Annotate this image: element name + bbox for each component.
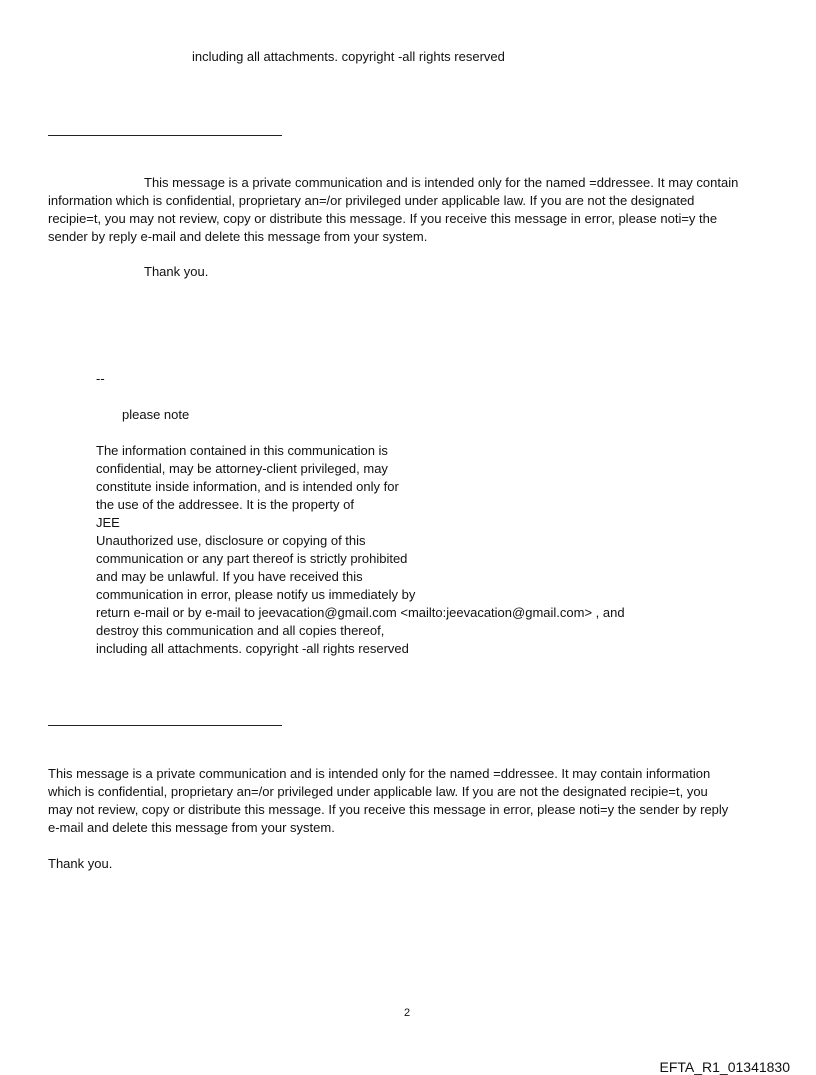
please-note-heading: please note bbox=[122, 407, 190, 422]
disclaimer-2 bbox=[48, 765, 728, 837]
disclaimer-1-line: recipie=t, you may not review, copy or distribute this message. If you receive this message in error, please noti=y the bbox=[48, 211, 718, 226]
notice-line: the use of the addressee. It is the property of bbox=[96, 497, 354, 512]
notice-line: The information contained in this communication is bbox=[96, 443, 388, 458]
notice-line: constitute inside information, and is intended only for bbox=[96, 479, 399, 494]
notice-line: communication in error, please notify us immediately by bbox=[96, 587, 416, 602]
notice-line: confidential, may be attorney-client privileged, may bbox=[96, 461, 388, 476]
notice-line-email: return e-mail or by e-mail to jeevacation@gmail.com <mailto:jeevacation@gmail.com> , and bbox=[96, 605, 625, 620]
notice-line: destroy this communication and all copies thereof, bbox=[96, 623, 385, 638]
disclaimer-2-line: may not review, copy or distribute this message. If you receive this message in error, please noti=y the sender by reply bbox=[48, 802, 729, 817]
disclaimer-1-thanks: Thank you. bbox=[144, 264, 209, 279]
notice-line: Unauthorized use, disclosure or copying of this bbox=[96, 533, 366, 548]
top-fragment-text: including all attachments. copyright -all rights reserved bbox=[192, 49, 505, 64]
notice-line: communication or any part thereof is strictly prohibited bbox=[96, 551, 408, 566]
disclaimer-2-line: which is confidential, proprietary an=/or privileged under applicable law. If you are not the designated recipie=t, you bbox=[48, 784, 708, 799]
confidentiality-notice bbox=[96, 442, 625, 658]
document-id: EFTA_R1_01341830 bbox=[659, 1059, 790, 1075]
notice-line: JEE bbox=[96, 515, 120, 530]
disclaimer-2-line: This message is a private communication and is intended only for the named =ddressee. It may contain information bbox=[48, 766, 711, 781]
page-number: 2 bbox=[404, 1007, 411, 1019]
divider-rule-2 bbox=[48, 725, 282, 726]
disclaimer-2-thanks: Thank you. bbox=[48, 856, 113, 871]
disclaimer-1 bbox=[48, 174, 738, 246]
divider-rule-1 bbox=[48, 135, 282, 136]
disclaimer-1-line: sender by reply e-mail and delete this message from your system. bbox=[48, 229, 428, 244]
signature-dashes: -- bbox=[96, 371, 105, 386]
notice-line: and may be unlawful. If you have received this bbox=[96, 569, 363, 584]
disclaimer-1-line: This message is a private communication and is intended only for the named =ddressee. It may contain bbox=[144, 175, 739, 190]
notice-line: including all attachments. copyright -all rights reserved bbox=[96, 641, 409, 656]
disclaimer-2-line: e-mail and delete this message from your system. bbox=[48, 820, 335, 835]
disclaimer-1-line: information which is confidential, proprietary an=/or privileged under applicable law. If you are not the designated bbox=[48, 193, 695, 208]
